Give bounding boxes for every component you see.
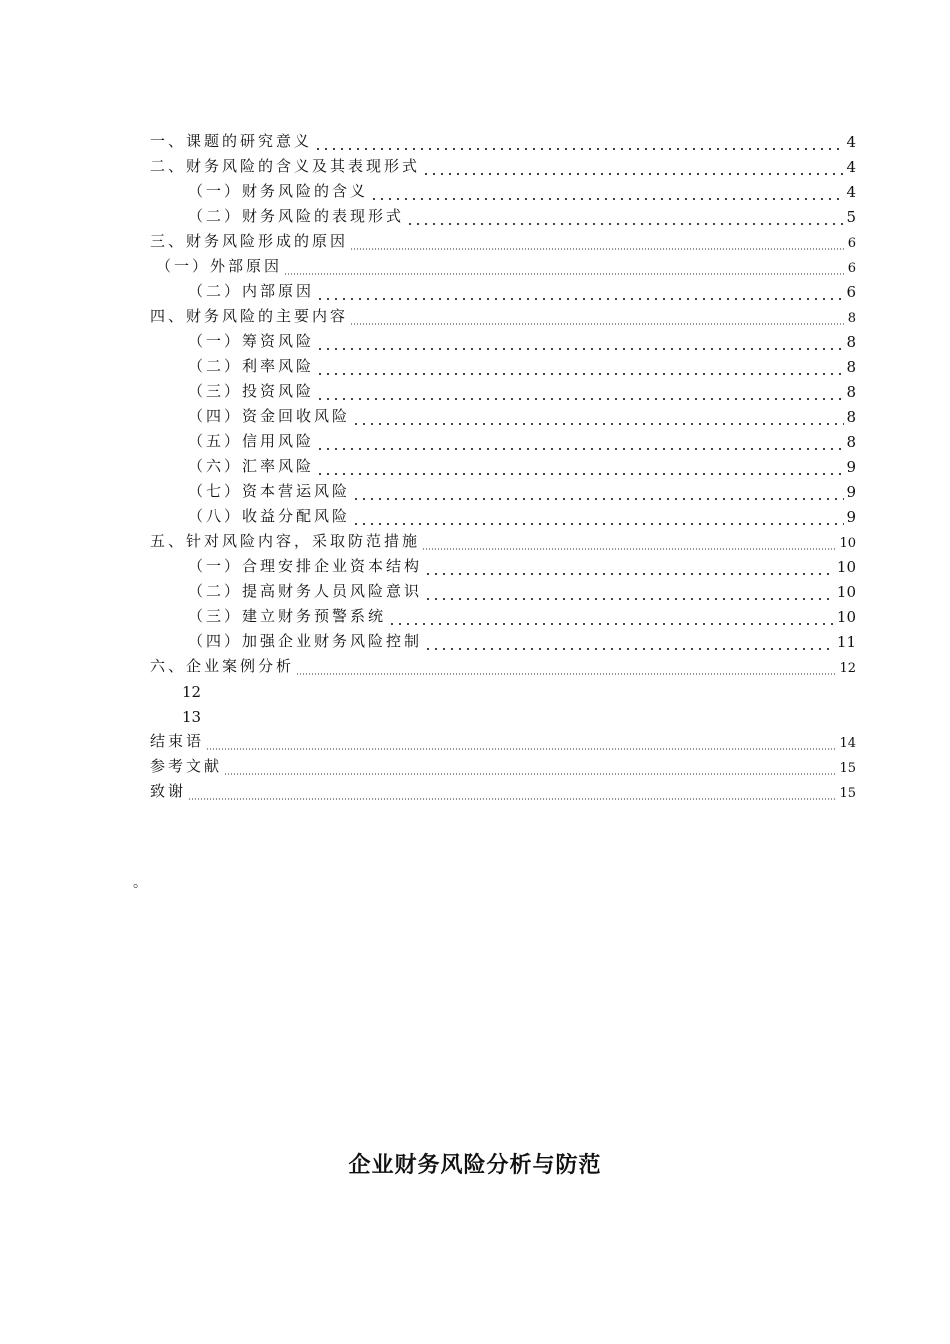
dot-leader xyxy=(206,733,837,751)
dot-leader xyxy=(352,408,844,426)
toc-entry-page: 10 xyxy=(836,558,856,576)
toc-entry-label: 结束语 xyxy=(150,732,205,750)
toc-entry-page: 14 xyxy=(839,736,856,751)
toc-entry-page: 8 xyxy=(846,383,856,401)
toc-entry-label: 四、财务风险的主要内容 xyxy=(150,307,349,325)
toc-entry-label: 一、课题的研究意义 xyxy=(150,132,313,150)
toc-entry[interactable] xyxy=(150,501,856,526)
dot-leader xyxy=(188,783,837,801)
toc-entry-page: 4 xyxy=(846,133,856,151)
toc-entry[interactable] xyxy=(150,351,856,376)
dot-leader xyxy=(316,358,844,376)
toc-entry[interactable] xyxy=(150,376,856,401)
toc-entry[interactable] xyxy=(150,301,856,326)
toc-entry-label: （一）财务风险的含义 xyxy=(188,182,369,200)
document-title: 企业财务风险分析与防范 xyxy=(348,1153,602,1178)
toc-entry[interactable] xyxy=(150,426,856,451)
toc-entry-label: （八）收益分配风险 xyxy=(188,507,351,525)
toc-entry[interactable] xyxy=(150,576,856,601)
toc-entry[interactable] xyxy=(150,151,856,176)
toc-entry[interactable] xyxy=(150,176,856,201)
dot-leader xyxy=(350,308,846,326)
toc-entry[interactable] xyxy=(150,326,856,351)
toc-entry-label: 二、财务风险的含义及其表现形式 xyxy=(150,157,421,175)
toc-entry-label: 六、企业案例分析 xyxy=(150,657,295,675)
toc-entry-page: 8 xyxy=(846,408,856,426)
dot-leader xyxy=(350,233,846,251)
dot-leader xyxy=(422,158,844,176)
dot-leader xyxy=(296,658,837,676)
toc-entry[interactable] xyxy=(150,526,856,551)
toc-entry-page: 10 xyxy=(839,536,856,551)
dot-leader xyxy=(316,333,844,351)
toc-entry-label: （二）利率风险 xyxy=(188,357,315,375)
toc-entry-label: （四）加强企业财务风险控制 xyxy=(188,632,423,650)
toc-entry-page: 15 xyxy=(839,761,856,776)
toc-entry-label: 三、财务风险形成的原因 xyxy=(150,232,349,250)
toc-entry-page: 6 xyxy=(847,261,856,276)
toc-entry-label: 五、针对风险内容，采取防范措施 xyxy=(150,532,421,550)
toc-entry-page: 8 xyxy=(846,333,856,351)
toc-entry-label: （四）资金回收风险 xyxy=(188,407,351,425)
toc-entry[interactable] xyxy=(150,451,856,476)
toc-entry[interactable] xyxy=(150,276,856,301)
toc-entry-page: 10 xyxy=(836,583,856,601)
toc-entry-page: 9 xyxy=(846,458,856,476)
dot-leader xyxy=(422,533,837,551)
dot-leader xyxy=(388,608,835,626)
toc-entry-page: 4 xyxy=(846,183,856,201)
toc-entry-label: （二）财务风险的表现形式 xyxy=(188,207,405,225)
dot-leader xyxy=(316,283,844,301)
toc-entry-page: 6 xyxy=(846,283,856,301)
toc-entry-label: （三）投资风险 xyxy=(188,382,315,400)
dot-leader xyxy=(424,583,835,601)
dot-leader xyxy=(406,208,844,226)
toc-entry-label: （六）汇率风险 xyxy=(188,457,315,475)
dot-leader xyxy=(352,483,844,501)
toc-entry-page: 8 xyxy=(846,433,856,451)
toc-entry-page: 10 xyxy=(836,608,856,626)
dot-leader xyxy=(316,458,844,476)
toc-entry[interactable] xyxy=(150,651,856,676)
toc-entry-label: （二）提高财务人员风险意识 xyxy=(188,582,423,600)
toc-entry-label: （一）合理安排企业资本结构 xyxy=(188,557,423,575)
toc-entry-label: （五）信用风险 xyxy=(188,432,315,450)
dot-leader xyxy=(352,508,844,526)
dot-leader xyxy=(370,183,844,201)
toc-entry[interactable] xyxy=(150,476,856,501)
toc-entry-page: 4 xyxy=(846,158,856,176)
toc-entry-page: 9 xyxy=(846,483,856,501)
toc-entry-label: （七）资本营运风险 xyxy=(188,482,351,500)
toc-entry-label: （一）筹资风险 xyxy=(188,332,315,350)
toc-page-number: 12 xyxy=(182,683,202,701)
toc-entry-label: （三）建立财务预警系统 xyxy=(188,607,387,625)
table-of-contents xyxy=(150,126,856,801)
toc-entry-page: 6 xyxy=(847,236,856,251)
toc-entry[interactable] xyxy=(150,126,856,151)
dot-leader xyxy=(224,758,837,776)
toc-entry-label: 致谢 xyxy=(150,782,187,800)
toc-page-number: 13 xyxy=(182,708,202,726)
dot-leader xyxy=(316,433,844,451)
toc-entry-page: 8 xyxy=(847,311,856,326)
toc-entry[interactable] xyxy=(150,726,856,751)
toc-entry[interactable] xyxy=(150,776,856,801)
toc-entry-label: 参考文献 xyxy=(150,757,223,775)
toc-entry[interactable] xyxy=(150,401,856,426)
dot-leader xyxy=(316,383,844,401)
toc-entry-page: 5 xyxy=(846,208,856,226)
toc-entry-page: 12 xyxy=(839,661,856,676)
toc-entry-label: （二）内部原因 xyxy=(188,282,315,300)
toc-entry-page: 15 xyxy=(839,786,856,801)
stray-punctuation-mark: 。 xyxy=(133,875,147,891)
toc-entry-page: 9 xyxy=(846,508,856,526)
dot-leader xyxy=(314,133,844,151)
toc-entry[interactable] xyxy=(150,751,856,776)
dot-leader xyxy=(424,558,835,576)
dot-leader xyxy=(424,633,835,651)
toc-entry[interactable] xyxy=(150,551,856,576)
toc-entry[interactable] xyxy=(150,251,856,276)
toc-entry-label: （一）外部原因 xyxy=(156,257,283,275)
dot-leader xyxy=(284,258,846,276)
toc-entry-page: 11 xyxy=(836,633,856,651)
toc-entry[interactable] xyxy=(150,201,856,226)
toc-entry[interactable] xyxy=(150,601,856,626)
toc-entry[interactable] xyxy=(150,626,856,651)
toc-entry-page: 8 xyxy=(846,358,856,376)
toc-entry[interactable] xyxy=(150,226,856,251)
